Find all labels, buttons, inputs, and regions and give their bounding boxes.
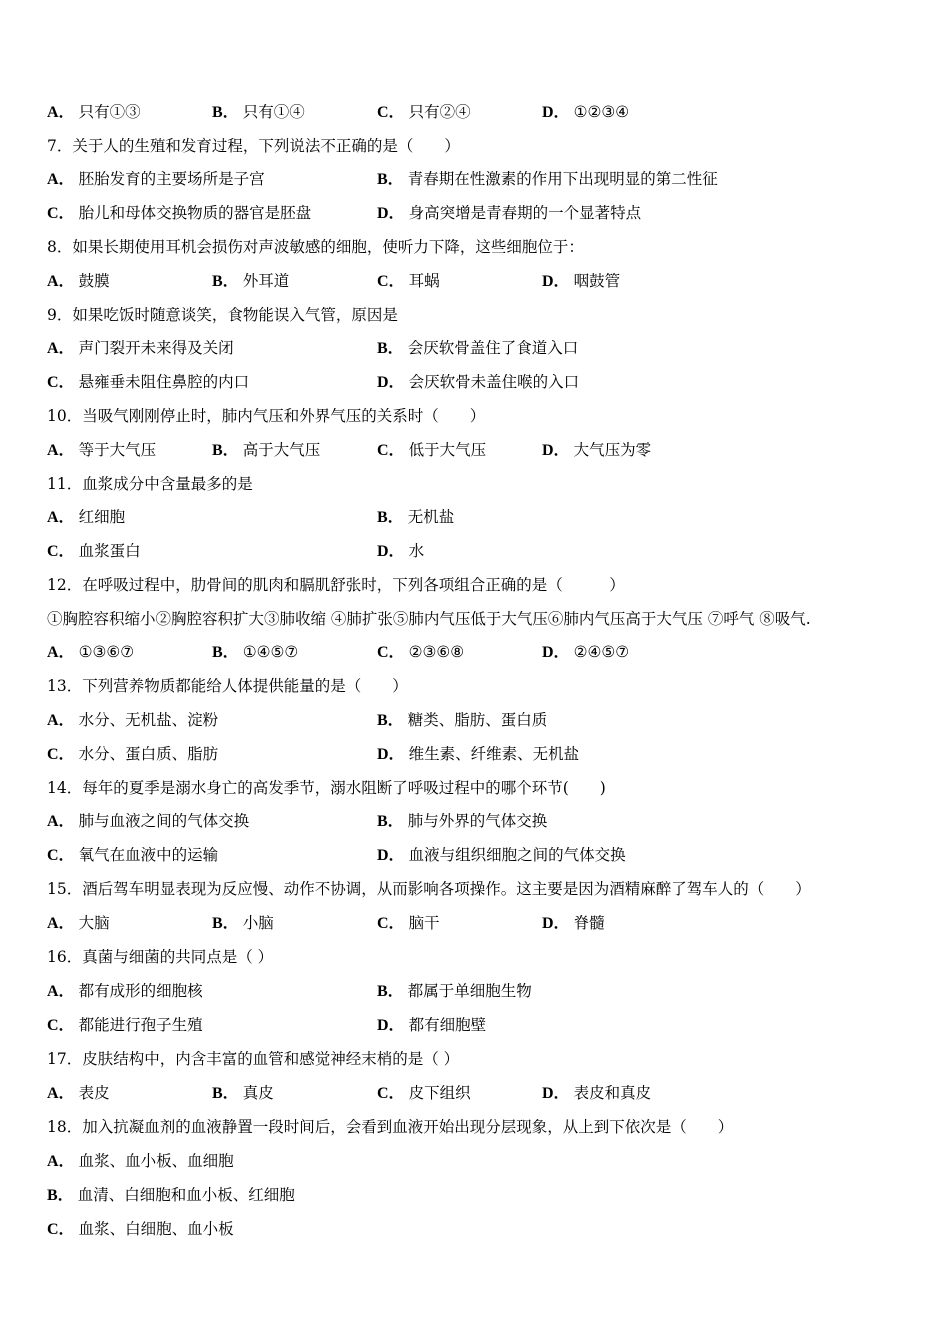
option-d: D． 会厌软骨未盖住喉的入口 <box>377 373 580 391</box>
option-b: B． 外耳道 <box>212 272 290 290</box>
option-a: A． 只有①③ <box>47 103 141 121</box>
option-c: C． 血浆、白细胞、血小板 <box>47 1220 234 1238</box>
option-c: C． 脑干 <box>377 914 440 932</box>
option-d: D． 大气压为零 <box>542 441 652 459</box>
option-b: B． 高于大气压 <box>212 441 321 459</box>
option-b: B． 真皮 <box>212 1084 274 1102</box>
option-d: D． 水 <box>377 542 425 560</box>
option-a: A． 都有成形的细胞核 <box>47 982 203 1000</box>
option-c: C． 皮下组织 <box>377 1084 471 1102</box>
option-d: D． 都有细胞壁 <box>377 1016 487 1034</box>
option-c: C． 低于大气压 <box>377 441 487 459</box>
option-a: A． 鼓膜 <box>47 272 110 290</box>
option-a: A． 水分、无机盐、淀粉 <box>47 711 219 729</box>
question-17-stem: 17．皮肤结构中，内含丰富的血管和感觉神经末梢的是（ ） <box>47 1050 460 1068</box>
option-d: D． 维生素、纤维素、无机盐 <box>377 745 580 763</box>
option-d: D． 身高突增是青春期的一个显著特点 <box>377 204 642 222</box>
option-b: B． 会厌软骨盖住了食道入口 <box>377 339 579 357</box>
option-a: A． 胚胎发育的主要场所是子宫 <box>47 170 265 188</box>
option-c: C． 水分、蛋白质、脂肪 <box>47 745 219 763</box>
option-a: A． 声门裂开未来得及关闭 <box>47 339 234 357</box>
question-11-stem: 11．血浆成分中含量最多的是 <box>47 475 253 493</box>
option-c: C． 悬雍垂未阻住鼻腔的内口 <box>47 373 250 391</box>
option-d: D． ①②③④ <box>542 103 630 121</box>
option-b: B． 糖类、脂肪、蛋白质 <box>377 711 548 729</box>
question-10-stem: 10．当吸气刚刚停止时，肺内气压和外界气压的关系时（ ） <box>47 407 486 425</box>
option-d: D． 表皮和真皮 <box>542 1084 652 1102</box>
option-c: C． 血浆蛋白 <box>47 542 141 560</box>
option-b: B． 血清、白细胞和血小板、红细胞 <box>47 1186 295 1204</box>
option-c: C． 只有②④ <box>377 103 471 121</box>
option-d: D． 血液与组织细胞之间的气体交换 <box>377 846 626 864</box>
option-a: A． 肺与血液之间的气体交换 <box>47 812 250 830</box>
option-b: B． 都属于单细胞生物 <box>377 982 532 1000</box>
question-14-stem: 14．每年的夏季是溺水身亡的高发季节，溺水阻断了呼吸过程中的哪个环节( ) <box>47 779 606 797</box>
question-12-statements: ①胸腔容积缩小②胸腔容积扩大③肺收缩 ④肺扩张⑤肺内气压低于大气压⑥肺内气压高于大气压 ⑦呼气 ⑧吸气. <box>47 610 811 628</box>
option-c: C． 胎儿和母体交换物质的器官是胚盘 <box>47 204 312 222</box>
question-7-stem: 7．关于人的生殖和发育过程，下列说法不正确的是（ ） <box>47 137 460 155</box>
option-c: C． 都能进行孢子生殖 <box>47 1016 203 1034</box>
option-c: C． 耳蜗 <box>377 272 440 290</box>
option-d: D． 脊髓 <box>542 914 605 932</box>
option-b: B． 肺与外界的气体交换 <box>377 812 548 830</box>
option-c: C． 氧气在血液中的运输 <box>47 846 219 864</box>
question-9-stem: 9．如果吃饭时随意谈笑，食物能误入气管，原因是 <box>47 306 398 324</box>
option-c: C． ②③⑥⑧ <box>377 643 465 661</box>
option-a: A． 红细胞 <box>47 508 126 526</box>
option-a: A． ①③⑥⑦ <box>47 643 135 661</box>
option-a: A． 血浆、血小板、血细胞 <box>47 1152 234 1170</box>
option-b: B． 青春期在性激素的作用下出现明显的第二性征 <box>377 170 718 188</box>
question-16-stem: 16．真菌与细菌的共同点是（ ） <box>47 948 274 966</box>
question-13-stem: 13．下列营养物质都能给人体提供能量的是（ ） <box>47 677 408 695</box>
option-a: A． 等于大气压 <box>47 441 157 459</box>
option-d: D． ②④⑤⑦ <box>542 643 630 661</box>
question-18-stem: 18．加入抗凝血剂的血液静置一段时间后，会看到血液开始出现分层现象，从上到下依次是（ ） <box>47 1118 734 1136</box>
option-b: B． ①④⑤⑦ <box>212 643 299 661</box>
option-b: B． 只有①④ <box>212 103 305 121</box>
question-8-stem: 8．如果长期使用耳机会损伤对声波敏感的细胞，使听力下降，这些细胞位于： <box>47 238 584 256</box>
option-a: A． 大脑 <box>47 914 110 932</box>
option-a: A． 表皮 <box>47 1084 110 1102</box>
question-12-stem: 12．在呼吸过程中，肋骨间的肌肉和膈肌舒张时，下列各项组合正确的是（ ） <box>47 576 625 594</box>
option-b: B． 无机盐 <box>377 508 455 526</box>
option-d: D． 咽鼓管 <box>542 272 621 290</box>
question-15-stem: 15．酒后驾车明显表现为反应慢、动作不协调，从而影响各项操作。这主要是因为酒精麻醉了驾车人的（ ） <box>47 880 811 898</box>
option-b: B． 小脑 <box>212 914 274 932</box>
